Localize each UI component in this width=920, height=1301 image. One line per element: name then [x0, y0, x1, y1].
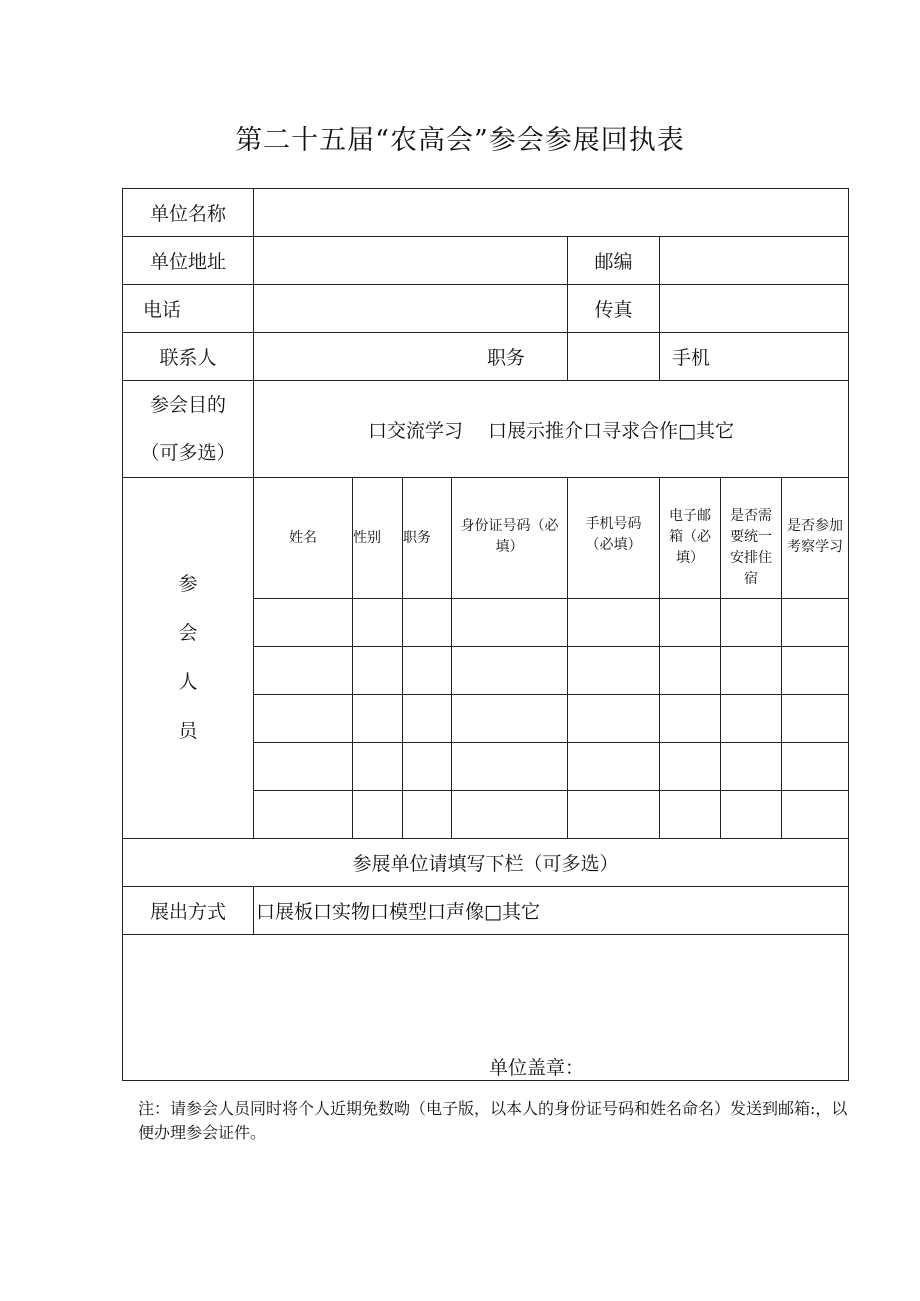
- cell-input[interactable]: [403, 647, 452, 695]
- exhibitor-header-row: [123, 839, 849, 887]
- contact-label: 联系人: [123, 333, 254, 381]
- cell-input[interactable]: [353, 791, 403, 839]
- cell-input[interactable]: [721, 743, 782, 791]
- col-lodging: 是否需要统一安排住宿: [721, 478, 782, 599]
- exhibitor-header: 参展单位请填写下栏（可多选）: [123, 839, 849, 887]
- cell-input[interactable]: [403, 791, 452, 839]
- exhibit-method-options[interactable]: 口展板口实物口模型口声像□其它: [254, 887, 849, 935]
- contact-row: [123, 333, 849, 381]
- stamp-label: 单位盖章：: [489, 1057, 585, 1079]
- org-address-row: [123, 237, 849, 285]
- cell-input[interactable]: [721, 647, 782, 695]
- position-input[interactable]: [568, 333, 660, 381]
- cell-input[interactable]: [254, 791, 353, 839]
- postcode-input[interactable]: [660, 237, 849, 285]
- purpose-label-line2: （可多选）: [140, 442, 236, 464]
- cell-input[interactable]: [721, 599, 782, 647]
- purpose-row: [123, 381, 849, 478]
- cell-input[interactable]: [568, 647, 660, 695]
- col-position: 职务: [403, 478, 452, 599]
- cell-input[interactable]: [254, 743, 353, 791]
- fax-input[interactable]: [660, 285, 849, 333]
- phone-label: 电话: [123, 285, 254, 333]
- stamp-row: [123, 935, 849, 1081]
- org-name-label: 单位名称: [123, 189, 254, 237]
- attendee-header-row: [123, 478, 849, 599]
- exhibit-method-row: [123, 887, 849, 935]
- cell-input[interactable]: [403, 743, 452, 791]
- cell-input[interactable]: [782, 647, 849, 695]
- cell-input[interactable]: [782, 791, 849, 839]
- cell-input[interactable]: [403, 695, 452, 743]
- mobile-cell[interactable]: [660, 333, 849, 381]
- org-address-input[interactable]: [254, 237, 568, 285]
- cell-input[interactable]: [782, 743, 849, 791]
- col-name: 姓名: [254, 478, 353, 599]
- cell-input[interactable]: [353, 695, 403, 743]
- contact-input-with-position[interactable]: [254, 333, 568, 381]
- cell-input[interactable]: [568, 743, 660, 791]
- cell-input[interactable]: [353, 599, 403, 647]
- postcode-label: 邮编: [568, 237, 660, 285]
- cell-input[interactable]: [353, 647, 403, 695]
- fax-label: 传真: [568, 285, 660, 333]
- cell-input[interactable]: [452, 791, 568, 839]
- cell-input[interactable]: [568, 599, 660, 647]
- cell-input[interactable]: [568, 791, 660, 839]
- side-char: 会: [178, 622, 198, 644]
- cell-input[interactable]: [782, 695, 849, 743]
- cell-input[interactable]: [254, 695, 353, 743]
- cell-input[interactable]: [721, 791, 782, 839]
- cell-input[interactable]: [254, 599, 353, 647]
- col-id-number: 身份证号码（必填）: [452, 478, 568, 599]
- cell-input[interactable]: [353, 743, 403, 791]
- col-email: 电子邮箱（必填）: [660, 478, 721, 599]
- mobile-label: 手机: [672, 347, 711, 369]
- cell-input[interactable]: [660, 599, 721, 647]
- cell-input[interactable]: [721, 695, 782, 743]
- side-char: 人: [178, 671, 198, 693]
- cell-input[interactable]: [782, 599, 849, 647]
- side-char: 参: [178, 573, 198, 595]
- cell-input[interactable]: [660, 791, 721, 839]
- side-char: 员: [178, 720, 198, 742]
- attendees-side-label: [123, 478, 254, 839]
- footnote: 注：请参会人员同时将个人近期免数呦（电子版，以本人的身份证号码和姓名命名）发送到邮箱:，以便办理参会证件。: [138, 1099, 848, 1142]
- purpose-options[interactable]: 口交流学习 口展示推介口寻求合作□其它: [254, 381, 849, 478]
- cell-input[interactable]: [660, 695, 721, 743]
- purpose-label: [123, 381, 254, 478]
- cell-input[interactable]: [254, 647, 353, 695]
- stamp-area[interactable]: [123, 935, 849, 1081]
- cell-input[interactable]: [452, 599, 568, 647]
- col-mobile: 手机号码（必填）: [568, 478, 660, 599]
- phone-input[interactable]: [254, 285, 568, 333]
- org-name-row: [123, 189, 849, 237]
- cell-input[interactable]: [660, 743, 721, 791]
- page-title: 第二十五届“农高会”参会参展回执表: [235, 125, 685, 156]
- cell-input[interactable]: [452, 743, 568, 791]
- registration-form: [122, 188, 849, 1081]
- col-field-trip: 是否参加考察学习: [782, 478, 849, 599]
- exhibit-method-label: 展出方式: [123, 887, 254, 935]
- purpose-label-line1: 参会目的: [149, 394, 226, 416]
- cell-input[interactable]: [568, 695, 660, 743]
- cell-input[interactable]: [452, 695, 568, 743]
- cell-input[interactable]: [403, 599, 452, 647]
- cell-input[interactable]: [452, 647, 568, 695]
- org-name-input[interactable]: [254, 189, 849, 237]
- col-gender: 性别: [353, 478, 403, 599]
- position-label: 职务: [486, 347, 525, 369]
- org-address-label: 单位地址: [123, 237, 254, 285]
- cell-input[interactable]: [660, 647, 721, 695]
- phone-row: [123, 285, 849, 333]
